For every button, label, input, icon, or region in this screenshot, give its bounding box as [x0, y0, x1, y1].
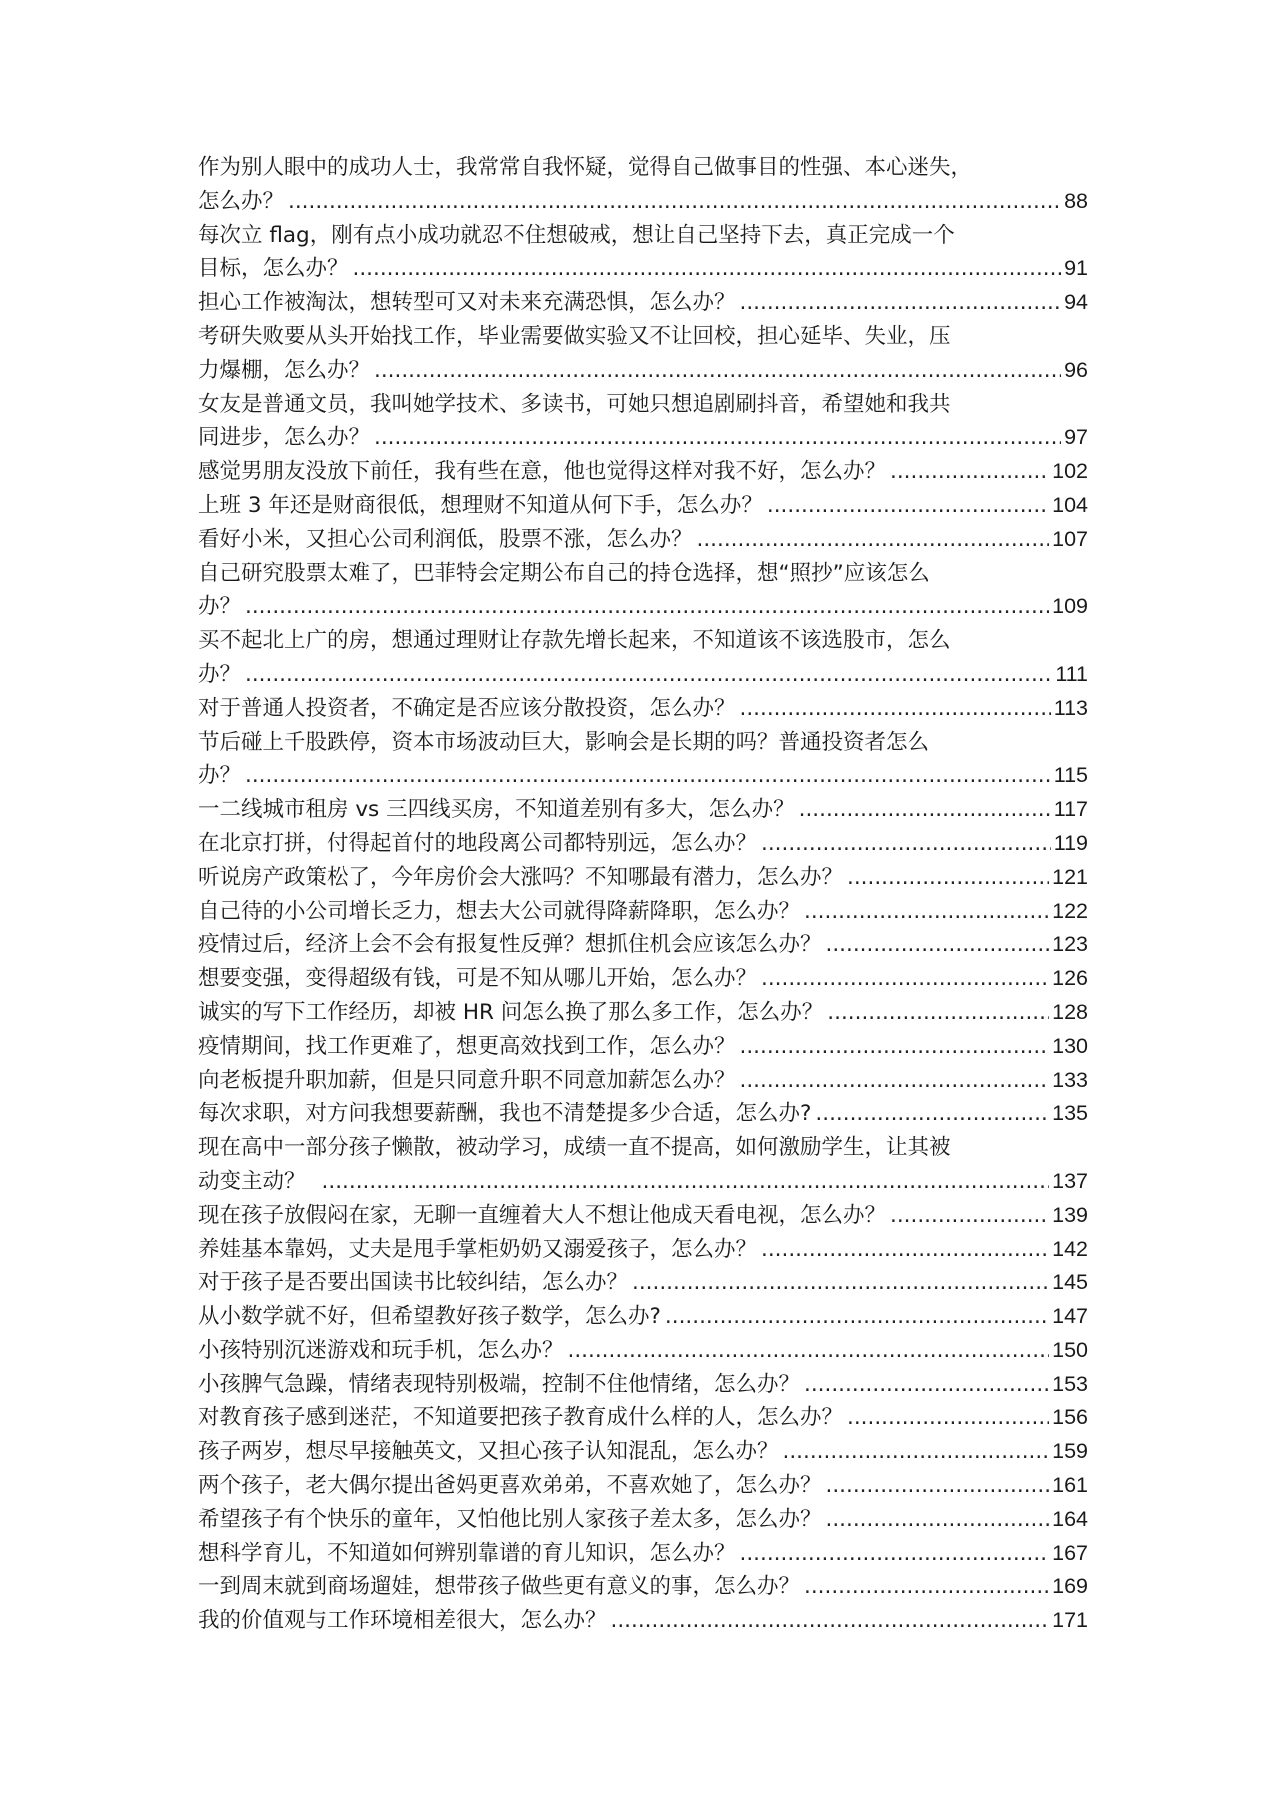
page-number: 94	[1064, 290, 1088, 315]
toc-entry-title: 在北京打拼，付得起首付的地段离公司都特别远，怎么办？	[198, 830, 758, 856]
toc-entry-title: 上班 3 年还是财商很低，想理财不知道从何下手，怎么办？	[198, 492, 763, 518]
toc-entry-title: 同进步，怎么办？	[198, 425, 371, 451]
page-number: 107	[1052, 526, 1088, 551]
page-number: 111	[1055, 661, 1088, 686]
toc-entry-title: 养娃基本靠妈，丈夫是甩手掌柜奶奶又溺爱孩子，怎么办？	[198, 1236, 758, 1262]
toc-entry-last-line	[198, 489, 1088, 523]
page-number: 109	[1052, 594, 1088, 619]
toc-entry[interactable]	[198, 1300, 1088, 1334]
page-number: 115	[1053, 763, 1088, 788]
toc-entry-title: 办？	[198, 661, 242, 687]
toc-entry-title-line: 考研失败要从头开始找工作，毕业需要做实验又不让回校，担心延毕、失业，压	[198, 323, 951, 349]
toc-entry-title: 对教育孩子感到迷茫，不知道要把孩子教育成什么样的人，怎么办？	[198, 1405, 844, 1431]
page-number: 139	[1052, 1202, 1088, 1227]
toc-entry-last-line	[198, 286, 1088, 320]
toc-entry[interactable]	[198, 1199, 1088, 1233]
dot-leader	[783, 1435, 1050, 1469]
toc-entry-title-line: 买不起北上广的房，想通过理财让存款先增长起来，不知道该不该选股市，怎么	[198, 628, 951, 654]
toc-entry[interactable]	[198, 1233, 1088, 1267]
dot-leader	[826, 1469, 1050, 1503]
toc-entry-title: 听说房产政策松了，今年房价会大涨吗？不知哪最有潜力，怎么办？	[198, 864, 844, 890]
toc-entry[interactable]	[198, 388, 1088, 456]
dot-leader	[847, 861, 1049, 895]
dot-leader	[740, 286, 1062, 320]
toc-entry-title: 向老板提升职加薪，但是只同意升职不同意加薪怎么办？	[198, 1067, 736, 1093]
page-number: 121	[1052, 864, 1088, 889]
toc-entry-title: 想要变强，变得超级有钱，可是不知从哪儿开始，怎么办？	[198, 966, 758, 992]
dot-leader	[245, 658, 1052, 692]
page-number: 133	[1052, 1067, 1088, 1092]
toc-entry-last-line	[198, 1503, 1088, 1537]
toc-entry[interactable]	[198, 928, 1088, 962]
page-number: 153	[1052, 1371, 1088, 1396]
toc-entry-last-line	[198, 759, 1088, 793]
toc-entry-last-line	[198, 252, 1088, 286]
table-of-contents	[198, 151, 1088, 1638]
page-number: 159	[1052, 1439, 1088, 1464]
toc-entry-title: 每次求职，对方问我想要薪酬，我也不清楚提多少合适，怎么办?	[198, 1101, 812, 1127]
toc-entry-last-line	[198, 895, 1088, 929]
page-number: 161	[1052, 1473, 1088, 1498]
toc-entry-last-line	[198, 962, 1088, 996]
toc-entry-title: 小孩脾气急躁，情绪表现特别极端，控制不住他情绪，怎么办？	[198, 1371, 801, 1397]
toc-entry[interactable]	[198, 557, 1088, 625]
page-number: 117	[1053, 797, 1088, 822]
toc-entry-last-line	[198, 793, 1088, 827]
page-number: 137	[1052, 1168, 1088, 1193]
toc-entry[interactable]	[198, 1334, 1088, 1368]
toc-entry[interactable]	[198, 1604, 1088, 1638]
toc-entry[interactable]	[198, 962, 1088, 996]
toc-entry-title-line: 节后碰上千股跌停，资本市场波动巨大，影响会是长期的吗？普通投资者怎么	[198, 729, 930, 755]
toc-entry-title: 担心工作被淘汰，想转型可又对未来充满恐惧，怎么办？	[198, 290, 736, 316]
toc-entry[interactable]	[198, 1097, 1088, 1131]
dot-leader	[761, 962, 1049, 996]
toc-entry-title: 疫情期间，找工作更难了，想更高效找到工作，怎么办？	[198, 1033, 736, 1059]
page-number: 150	[1052, 1337, 1088, 1362]
toc-entry[interactable]	[198, 219, 1088, 287]
toc-entry-title: 一二线城市租房 vs 三四线买房，不知道差别有多大，怎么办？	[198, 797, 795, 823]
toc-entry[interactable]	[198, 523, 1088, 557]
dot-leader	[632, 1266, 1049, 1300]
toc-entry[interactable]	[198, 692, 1088, 726]
dot-leader	[322, 1165, 1050, 1199]
page-number: 156	[1052, 1405, 1088, 1430]
toc-entry-title: 希望孩子有个快乐的童年，又怕他比别人家孩子差太多，怎么办？	[198, 1506, 822, 1532]
toc-entry[interactable]	[198, 861, 1088, 895]
toc-entry-title: 两个孩子，老大偶尔提出爸妈更喜欢弟弟，不喜欢她了，怎么办？	[198, 1473, 822, 1499]
toc-entry-title: 小孩特别沉迷游戏和玩手机，怎么办？	[198, 1337, 564, 1363]
toc-entry-title: 对于普通人投资者，不确定是否应该分散投资，怎么办？	[198, 695, 736, 721]
toc-entry-title: 疫情过后，经济上会不会有报复性反弹？想抓住机会应该怎么办？	[198, 932, 822, 958]
toc-entry[interactable]	[198, 1131, 1088, 1199]
toc-entry-last-line	[198, 455, 1088, 489]
toc-entry[interactable]	[198, 1435, 1088, 1469]
toc-entry-title: 看好小米，又担心公司利润低，股票不涨，怎么办？	[198, 526, 693, 552]
dot-leader	[890, 1199, 1049, 1233]
toc-entry-title: 我的价值观与工作环境相差很大，怎么办？	[198, 1608, 607, 1634]
toc-entry-title: 对于孩子是否要出国读书比较纠结，怎么办？	[198, 1270, 629, 1296]
toc-entry-last-line	[198, 1334, 1088, 1368]
toc-entry-last-line	[198, 1604, 1088, 1638]
toc-entry-title: 感觉男朋友没放下前任，我有些在意，他也觉得这样对我不好，怎么办？	[198, 459, 887, 485]
page-number: 102	[1052, 459, 1088, 484]
toc-entry-last-line	[198, 1300, 1088, 1334]
page-number: 171	[1052, 1608, 1088, 1633]
toc-entry-last-line	[198, 354, 1088, 388]
toc-entry-last-line	[198, 1266, 1088, 1300]
dot-leader	[353, 252, 1062, 286]
dot-leader	[767, 489, 1049, 523]
toc-entry[interactable]	[198, 624, 1088, 692]
page-number: 97	[1064, 425, 1088, 450]
toc-entry-last-line	[198, 523, 1088, 557]
toc-entry-title: 办？	[198, 763, 242, 789]
dot-leader	[799, 793, 1051, 827]
toc-entry-last-line	[198, 185, 1088, 219]
toc-entry-title: 动变主动？	[198, 1168, 306, 1194]
dot-leader	[568, 1334, 1050, 1368]
toc-entry-last-line	[198, 996, 1088, 1030]
toc-entry[interactable]	[198, 996, 1088, 1030]
dot-leader	[826, 1503, 1050, 1537]
toc-entry-title-line: 每次立 flag，刚有点小成功就忍不住想破戒，想让自己坚持下去，真正完成一个	[198, 222, 955, 248]
toc-entry[interactable]	[198, 793, 1088, 827]
toc-entry[interactable]	[198, 455, 1088, 489]
toc-entry-last-line	[198, 658, 1088, 692]
toc-entry-last-line	[198, 1401, 1088, 1435]
page-number: 91	[1064, 256, 1088, 281]
dot-leader	[611, 1604, 1050, 1638]
toc-entry-last-line	[198, 692, 1088, 726]
toc-entry-title: 从小数学就不好，但希望教好孩子数学，怎么办?	[198, 1304, 661, 1330]
toc-entry-title: 怎么办？	[198, 188, 285, 214]
toc-entry-last-line	[198, 827, 1088, 861]
dot-leader	[740, 1064, 1050, 1098]
toc-entry-last-line	[198, 1097, 1088, 1131]
dot-leader	[827, 996, 1049, 1030]
toc-entry[interactable]	[198, 895, 1088, 929]
toc-entry-last-line	[198, 1199, 1088, 1233]
dot-leader	[804, 1570, 1049, 1604]
toc-entry-title: 想科学育儿，不知道如何辨别靠谱的育儿知识，怎么办？	[198, 1540, 736, 1566]
toc-entry[interactable]	[198, 1266, 1088, 1300]
toc-entry[interactable]	[198, 1401, 1088, 1435]
toc-entry[interactable]	[198, 286, 1088, 320]
toc-entry-last-line	[198, 1435, 1088, 1469]
page-number: 123	[1052, 932, 1088, 957]
page-number: 122	[1052, 898, 1088, 923]
toc-entry[interactable]	[198, 151, 1088, 219]
dot-leader	[374, 421, 1061, 455]
toc-entry-last-line	[198, 1537, 1088, 1571]
toc-entry[interactable]	[198, 1064, 1088, 1098]
toc-entry[interactable]	[198, 1030, 1088, 1064]
toc-entry-title: 自己待的小公司增长乏力，想去大公司就得降薪降职，怎么办？	[198, 898, 801, 924]
dot-leader	[761, 827, 1051, 861]
toc-entry-last-line	[198, 421, 1088, 455]
dot-leader	[665, 1300, 1049, 1334]
dot-leader	[245, 759, 1051, 793]
dot-leader	[740, 1537, 1050, 1571]
toc-entry-last-line	[198, 1233, 1088, 1267]
page-number: 113	[1053, 695, 1088, 720]
toc-entry[interactable]	[198, 726, 1088, 794]
dot-leader	[815, 1097, 1049, 1131]
dot-leader	[740, 692, 1051, 726]
toc-entry-title: 一到周末就到商场遛娃，想带孩子做些更有意义的事，怎么办？	[198, 1574, 801, 1600]
toc-entry-title-line: 自己研究股票太难了，巴菲特会定期公布自己的持仓选择，想“照抄”应该怎么	[198, 560, 930, 586]
page-number: 126	[1052, 966, 1088, 991]
dot-leader	[847, 1401, 1049, 1435]
page-number: 128	[1052, 999, 1088, 1024]
toc-entry[interactable]	[198, 1537, 1088, 1571]
toc-entry-last-line	[198, 861, 1088, 895]
page-number: 164	[1052, 1506, 1088, 1531]
toc-entry[interactable]	[198, 320, 1088, 388]
toc-entry-last-line	[198, 1030, 1088, 1064]
toc-entry-last-line	[198, 1064, 1088, 1098]
dot-leader	[740, 1030, 1050, 1064]
page-number: 169	[1052, 1574, 1088, 1599]
toc-entry-title-line: 现在高中一部分孩子懒散，被动学习，成绩一直不提高，如何激励学生，让其被	[198, 1135, 951, 1161]
toc-entry-title: 力爆棚，怎么办？	[198, 357, 371, 383]
toc-entry-title: 现在孩子放假闷在家，无聊一直缠着大人不想让他成天看电视，怎么办？	[198, 1202, 887, 1228]
page-number: 147	[1052, 1304, 1088, 1329]
page-number: 145	[1052, 1270, 1088, 1295]
dot-leader	[890, 455, 1049, 489]
toc-entry-last-line	[198, 1165, 1088, 1199]
toc-entry[interactable]	[198, 1570, 1088, 1604]
toc-entry[interactable]	[198, 489, 1088, 523]
toc-entry[interactable]	[198, 1469, 1088, 1503]
toc-entry-title: 孩子两岁，想尽早接触英文，又担心孩子认知混乱，怎么办？	[198, 1439, 779, 1465]
page-number: 88	[1064, 188, 1088, 213]
toc-entry-title: 诚实的写下工作经历，却被 HR 问怎么换了那么多工作，怎么办？	[198, 999, 824, 1025]
dot-leader	[697, 523, 1050, 557]
toc-entry-last-line	[198, 590, 1088, 624]
dot-leader	[761, 1233, 1049, 1267]
toc-entry-title-line: 女友是普通文员，我叫她学技术、多读书，可她只想追剧刷抖音，希望她和我共	[198, 391, 951, 417]
page-number: 119	[1053, 830, 1088, 855]
toc-entry-title: 目标，怎么办？	[198, 256, 349, 282]
page-number: 167	[1052, 1540, 1088, 1565]
page-number: 96	[1064, 357, 1088, 382]
page-number: 130	[1052, 1033, 1088, 1058]
toc-entry-title-line: 作为别人眼中的成功人士，我常常自我怀疑，觉得自己做事目的性强、本心迷失，	[198, 155, 973, 180]
dot-leader	[288, 185, 1061, 219]
page-number: 104	[1052, 492, 1088, 517]
toc-entry-last-line	[198, 1368, 1088, 1402]
toc-entry-last-line	[198, 1469, 1088, 1503]
toc-entry-last-line	[198, 928, 1088, 962]
dot-leader	[826, 928, 1050, 962]
toc-entry[interactable]	[198, 1368, 1088, 1402]
toc-entry-last-line	[198, 1570, 1088, 1604]
dot-leader	[245, 590, 1049, 624]
page-number: 135	[1052, 1101, 1088, 1126]
dot-leader	[804, 1368, 1049, 1402]
page-number: 142	[1052, 1236, 1088, 1261]
toc-entry-title: 办？	[198, 594, 242, 620]
toc-entry[interactable]	[198, 1503, 1088, 1537]
dot-leader	[804, 895, 1049, 929]
toc-entry[interactable]	[198, 827, 1088, 861]
dot-leader	[374, 354, 1061, 388]
